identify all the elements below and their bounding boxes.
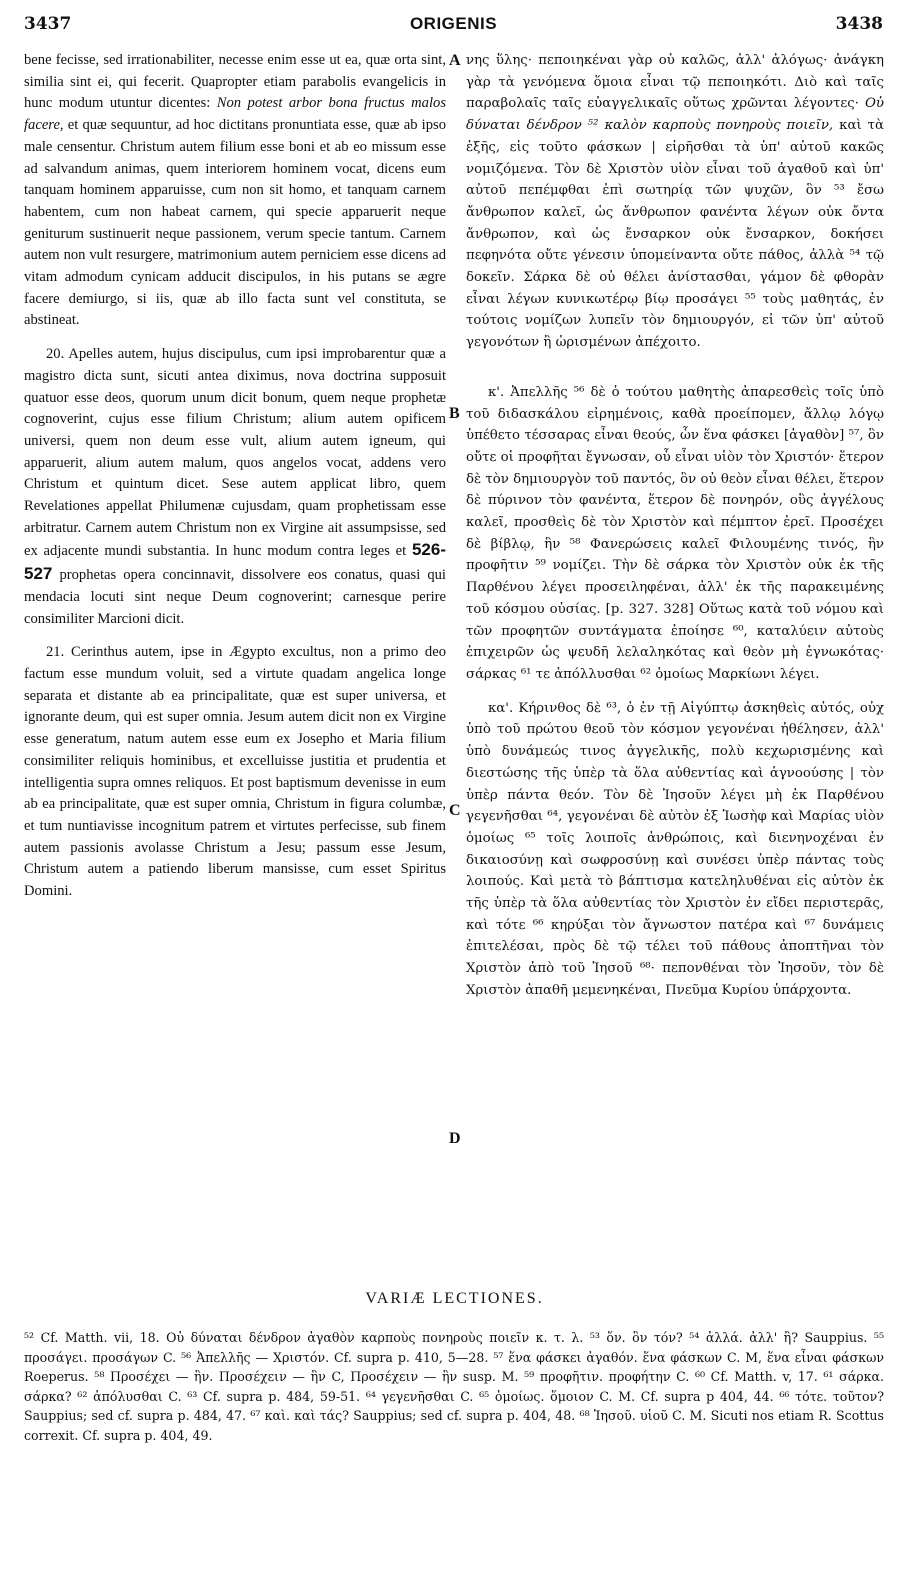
notes-text: ⁵² Cf. Matth. vii, 18. Οὐ δύναται δένδρον ἀγαθὸν καρποὺς πονηροὺς ποιεῖν κ. τ. λ. ⁵³ ὅν. ὃν τόν? ⁵⁴ ἀλλά. ἀλλ' ἢ? Sauppius. ⁵⁵ προσάγει. προσάγων C. ⁵⁶ Ἀπελλῆς — Χριστόν. Cf. supra p. 410, 5—28. ⁵⁷ ἕνα φάσκει ἀγαθόν. ἕνα φάσκων C. M, ἕνα εἶναι φάσκων Roeperus. ⁵⁸ Προσέχει — ἣν. Προσέχειν — ἣν C, Προσέχειν — ἣν susp. M. ⁵⁹ προφῆτιν. προφήτην C. ⁶⁰ Cf. Matth. v, 17. ⁶¹ σάρκα. σάρκα? ⁶² ἀπόλυσθαι C. ⁶³ Cf. supra p. 484, 59-51. ⁶⁴ γεγενῆσθαι C. ⁶⁵ ὁμοίως. ὅμοιον C. M. Cf. supra p 404, 44. ⁶⁶ τότε. τοῦτον? Sauppius; sed cf. supra p. 484, 47. ⁶⁷ καὶ. καὶ τάς? Sauppius; sed cf. supra p. 404, 48. ⁶⁸ Ἰησοῦ. υἱοῦ C. M. Sicuti nos etiam R. Scottus correxit. Cf. supra p. 404, 49. [24, 1330, 884, 1443]
column-number-left: 3437 [24, 14, 72, 34]
margin-marker-d: D [449, 1130, 461, 1147]
latin-quotation: Non potest arbor bona fructus malos facere, [24, 95, 446, 134]
margin-marker-c: C [449, 802, 461, 819]
margin-marker-a: A [449, 52, 461, 69]
margin-marker-b: B [449, 405, 460, 422]
column-number-right: 3438 [835, 14, 883, 34]
latin-column [24, 50, 446, 915]
greek-paragraph-21: κα'. Κήρινθος δὲ ⁶³, ὁ ἐν τῇ Αἰγύπτῳ ἀσκηθεὶς αὐτός, οὐχ ὑπὸ τοῦ πρώτου θεοῦ τὸν κόσμον γεγονέναι ἠθέλησεν, ἀλλ' ὑπὸ δυνάμεώς τινος ἀγγελικῆς, πολὺ κεχωρισμένης καὶ διεστώσης τῆς ὑπὲρ τὰ ὅλα αὐθεντίας καὶ ἀγνοούσης | τὸν ὑπὲρ πάντα θεόν. Τὸν δὲ Ἰησοῦν λέγει μὴ ἐκ Παρθένου γεγενῆσθαι ⁶⁴, γεγονέναι δὲ αὐτὸν ἐξ Ἰωσὴφ καὶ Μαρίας υἱὸν ὁμοίως ⁶⁵ τοῖς λοιποῖς ἀνθρώποις, καὶ διενηνοχέναι ἐν δικαιοσύνῃ καὶ σωφροσύνῃ καὶ συνέσει ὑπὲρ πάντας τοὺς λοιπούς. Καὶ μετὰ τὸ βάπτισμα κατεληλυθέναι εἰς αὐτὸν ἐκ τῆς ὑπὲρ τὰ ὅλα αὐθεντίας τὸν Χριστὸν ἐν εἴδει περιστερᾶς, καὶ τότε ⁶⁶ κηρύξαι τὸν ἄγνωστον πατέρα καὶ ⁶⁷ δυνάμεις ἐπιτελέσαι, πρὸς δὲ τῷ τέλει τοῦ πάθους ἀποπτῆναι τὸν Χριστὸν ἀπὸ τοῦ Ἰησοῦ ⁶⁸· πεπονθέναι τὸν Ἰησοῦν, τὸν δὲ Χριστὸν ἀπαθῆ μεμενηκέναι, Πνεῦμα Κυρίου ὑπάρχοντα. [466, 700, 884, 998]
page-header [24, 14, 883, 42]
greek-paragraph-20: κ'. Ἀπελλῆς ⁵⁶ δὲ ὁ τούτου μαθητὴς ἀπαρεσθεὶς τοῖς ὑπὸ τοῦ διδασκάλου εἰρημένοις, καθὰ προείπομεν, ἄλλῳ λόγῳ ὑπέθετο τέσσαρας εἶναι θεούς, ὧν ἕνα φάσκει [ἀγαθὸν] ⁵⁷, ὃν οὔτε οἱ προφῆται ἔγνωσαν, οὗ εἶναι υἱὸν τὸν Χριστόν· ἕτερον δὲ τὸν δημιουργὸν τοῦ παντός, ὃν οὐ θεὸν εἶναι θέλει, ἕτερον δὲ πύρινον τὸν φανέντα, ἕτερον δὲ πονηρόν, οὓς ἀγγέλους καλεῖ, προσθεὶς δὲ τὸν Χριστὸν καὶ πέμπτον ἐρεῖ. Προσέχει δὲ βίβλῳ, ἣν ⁵⁸ Φανερώσεις καλεῖ Φιλουμένης τινός, ἣν προφῆτιν ⁵⁹ νομίζει. Τὴν δὲ σάρκα τὸν Χριστὸν οὐκ ἐκ τῆς Παρθένου λέγει προσειληφέναι, ἀλλ' ἐκ τῆς παρακειμένης τοῦ κόσμου οὐσίας. [p. 327. 328] Οὕτως κατὰ τοῦ νόμου καὶ τῶν προφητῶν συντάγματα ἐποίησε ⁶⁰, καταλύειν αὐτοὺς ἐπιχειρῶν ὡς ψευδῆ λελαληκότας καὶ θεὸν μὴ ἐγνωκότας· σάρκας ⁶¹ τε ἀπόλλυσθαι ⁶² ὁμοίως Μαρκίωνι λέγει. [466, 384, 884, 682]
latin-paragraph-21: 21. Cerinthus autem, ipse in Ægypto excultus, non a primo deo factum esse mundum voluit, sed a virtute quadam angelica longe separata et distante ab ea principalitate, quæ est super universa, et ignorante deum, qui est super omnia. Jesum autem dicit non ex Virgine esse generatum, natum autem esse eum ex Josepho et Maria filium consimiliter reliquis hominibus, et excelluisse justitia et prudentia et intelligentia supra omnes reliquos. Et post baptismum devenisse in eum ab ea principalitate, quæ est super omnia, Christum in figura columbæ, et tum nuntiavisse incognitum patrem et virtutes perfecisse, sub finem autem passionis avolasse Christum a Jesu; passum esse Jesum, Christum autem a patiendo liberum mansisse, cum esset Spiritus Domini. [24, 644, 446, 900]
plate-number: 526-527 [24, 540, 446, 584]
variae-lectiones-notes [24, 1328, 884, 1445]
greek-quotation: Οὐ δύναται δένδρον ⁵² καλὸν καρποὺς πονηροὺς ποιεῖν, [466, 96, 884, 134]
running-title: ORIGENIS [409, 14, 498, 33]
latin-paragraph-20: 20. Apelles autem, hujus discipulus, cum ipsi improbarentur quæ a magistro dicta sunt, sicuti antea diximus, nova doctrina supposuit quatuor esse deos, quorum unum dicit bonum, quem neque prophetæ cognoverint, cujus esse filium Christum; alium autem opificem universi, quem non deum esse vult, alium autem igneum, qui apparuerit, alium autem malum, quos angelos vocat, addens vero Christum et quintum dicet. Sese autem applicat libro, quem Revelationes appellat Philumenæ cujusdam, quam prophetissam esse arbitratur. Carnem autem Christum non ex Virgine ait assumpsisse, sed ex adjacente mundi substantia. In hunc modum contra leges et 526-527 prophetas opera concinnavit, dissolvere eos conatus, quasi qui mendacia locuti sint neque Deum cognoverint; carnesque perire consimiliter Marcioni dicit. [24, 346, 446, 627]
greek-column [466, 50, 884, 1014]
greek-paragraph-1: νης ὕλης· πεποιηκέναι γὰρ οὐ καλῶς, ἀλλ' ἀλόγως· ἀνάγκη γὰρ τὰ γενόμενα ὅμοια εἶναι τῷ πεποιηκότι. Διὸ καὶ ταῖς παραβολαῖς ταῖς εὐαγγελικαῖς οὕτως χρῶνται λέγοντες· Οὐ δύναται δένδρον ⁵² καλὸν καρποὺς πονηροὺς ποιεῖν, καὶ τὰ ἑξῆς, εἰς τοῦτο φάσκων | εἰρῆσθαι τὰ ὑπ' αὐτοῦ κακῶς νομιζόμενα. Τὸν δὲ Χριστὸν υἱὸν εἶναι τοῦ ἀγαθοῦ καὶ ὑπ' αὐτοῦ πεπέμφθαι ἐπὶ σωτηρίᾳ τῶν ψυχῶν, ὃν ⁵³ ἔσω ἄνθρωπον καλεῖ, ὡς ἄνθρωπον φανέντα λέγων οὐκ ὄντα ἄνθρωπον, καὶ ὡς ἔνσαρκον οὐκ ἔνσαρκον, δοκήσει πεφηνότα οὔτε γένεσιν ὑπομείναντα οὔτε πάθος, ἀλλὰ ⁵⁴ τῷ δοκεῖν. Σάρκα δὲ οὐ θέλει ἀνίστασθαι, γάμον δὲ φθορὰν εἶναι λέγων κυνικωτέρῳ βίῳ προσάγει ⁵⁵ τοὺς μαθητάς, ἐν τούτοις νομίζων λυπεῖν τὸν δημιουργόν, εἰ τῶν ὑπ' αὐτοῦ γεγονότων ἢ ὡρισμένων ἀπέχοιτο. [466, 53, 884, 351]
variae-lectiones-heading: VARIÆ LECTIONES. [365, 1290, 544, 1307]
latin-paragraph-1: bene fecisse, sed irrationabiliter, necesse enim esse ut ea, quæ orta sint, similia sint ei, qui fecerit. Quapropter etiam parabolis evangelicis in hunc modum utuntur dicentes: Non potest arbor bona fructus malos facere, et quæ sequuntur, ad hoc dictitans pronuntiata esse, quæ ab ipso male censentur. Christum autem filium esse boni et ab eo missum esse ad salvandum animas, quem interiorem hominem vocat, dicens eum tanquam hominem apparuisse, cum non sit homo, et tanquam carnem habentem, cum non habeat carnem, qui specie apparuerit neque geniturum sustinuerit neque passionem, verum specie tantum. Carnem autem non vult resurgere, matrimonium autem perniciem esse dicens ad vitam admodum cynicam adducit discipulos, in his putans se ægre facere demiurgo, si iis, quæ ab illo facta sunt vel constituta, se abstineat. [24, 52, 446, 329]
